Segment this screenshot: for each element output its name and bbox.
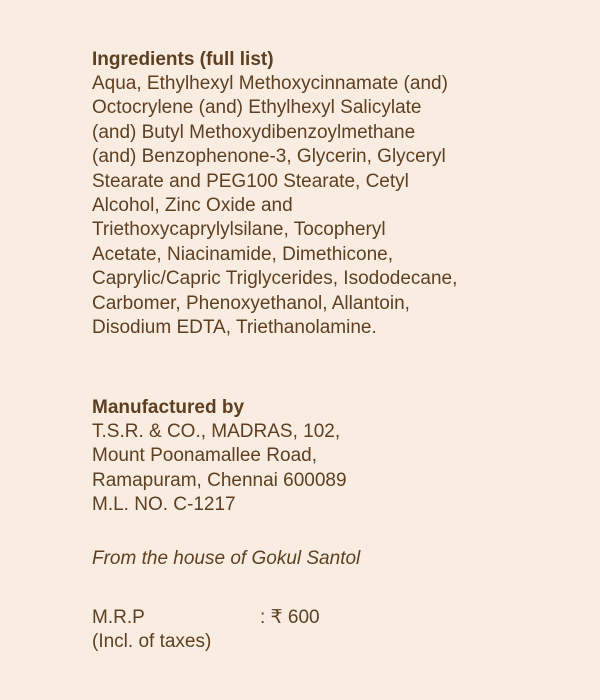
mrp-value: : ₹ 600 xyxy=(260,607,320,628)
brand-tagline: From the house of Gokul Santol xyxy=(92,548,361,569)
ingredients-list xyxy=(92,72,457,340)
mrp-label: M.R.P xyxy=(92,607,145,628)
manufacturer-heading: Manufactured by xyxy=(92,397,245,418)
ingredients-section xyxy=(92,48,457,340)
address-line: Ramapuram, Chennai 600089 xyxy=(92,469,347,491)
ingredients-line: Stearate and PEG100 Stearate, Cetyl xyxy=(92,170,409,192)
address-line: Mount Poonamallee Road, xyxy=(92,445,317,467)
mrp-tax-note: (Incl. of taxes) xyxy=(92,631,212,652)
mrp-section xyxy=(92,606,320,654)
address-line: T.S.R. & CO., MADRAS, 102, xyxy=(92,421,341,442)
ingredients-line: (and) Benzophenone-3, Glycerin, Glyceryl xyxy=(92,146,446,168)
license-number: M.L. NO. C-1217 xyxy=(92,494,236,516)
ingredients-line: (and) Butyl Methoxydibenzoylmethane xyxy=(92,121,416,143)
ingredients-line: Disodium EDTA, Triethanolamine. xyxy=(92,317,377,339)
mrp-row xyxy=(92,606,320,630)
manufacturer-address xyxy=(92,420,347,518)
ingredients-line: Octocrylene (and) Ethylhexyl Salicylate xyxy=(92,97,422,119)
ingredients-line: Alcohol, Zinc Oxide and xyxy=(92,195,293,217)
ingredients-line: Acetate, Niacinamide, Dimethicone, xyxy=(92,243,393,265)
ingredients-line: Triethoxycaprylylsilane, Tocopheryl xyxy=(92,219,386,241)
ingredients-line: Aqua, Ethylhexyl Methoxycinnamate (and) xyxy=(92,73,448,94)
ingredients-line: Caprylic/Capric Triglycerides, Isododecane, xyxy=(92,268,458,290)
ingredients-heading: Ingredients (full list) xyxy=(92,49,274,70)
ingredients-line: Carbomer, Phenoxyethanol, Allantoin, xyxy=(92,292,410,314)
manufacturer-section xyxy=(92,396,347,518)
